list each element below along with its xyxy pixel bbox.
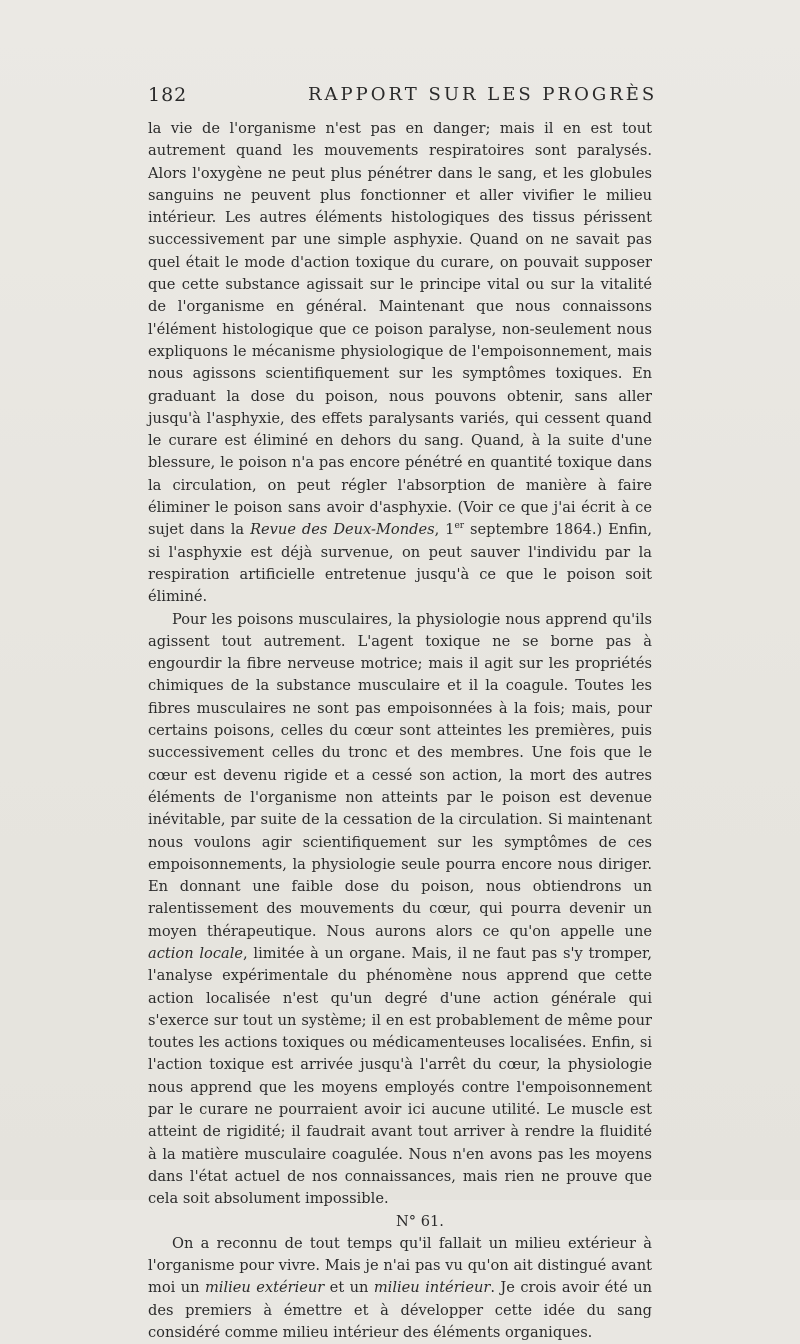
section-number: N° 61. (396, 1212, 444, 1230)
journal-title: Revue des Deux-Mondes (250, 521, 435, 539)
page-number: 182 (148, 84, 188, 106)
page-header (148, 84, 658, 110)
emphasis-milieu-interieur: milieu intérieur (373, 1279, 491, 1297)
paragraph-muscle-poisons: Pour les poisons musculaires, la physiologie nous apprend qu'ils agissent tout autrement. L'agent toxique ne se borne pas à engourdir la fibre nerveuse motrice; mais il agit sur les propriétés chimiques de la substance musculaire et il la coagule. Toutes les fibres musculaires ne sont pas empoisonnées à la fois; mais, pour certains poisons, celles du cœur sont atteintes les premières, puis successivement celles du tronc et des membres. Une fois que le cœur est devenu rigide et a cessé son action, la mort des autres éléments de l'organisme non atteints par le poison est devenue inévitable, par suite de la cessation de la circulation. Si maintenant nous voulons agir scientifiquement sur les symptômes de ces empoisonnements, la physiologie seule pourra encore nous diriger. En donnant une faible dose du poison, nous obtiendrons un ralentissement des mouvements du cœur, qui pourra devenir un moyen thérapeutique. Nous aurons alors ce qu'on appelle une action locale, limitée à un organe. Mais, il ne faut pas s'y tromper, l'analyse expérimentale du phénomène nous apprend que cette action localisée n'est qu'un degré d'une action générale qui s'exerce sur tout un système; il en est probablement de même pour toutes les actions toxiques ou médicamenteuses localisées. Enfin, si l'action toxique est arrivée jusqu'à l'arrêt du cœur, la physiologie nous apprend que les moyens employés contre l'empoisonnement par le curare ne pourraient avoir ici aucune utilité. Le muscle est atteint de rigidité; il faudrait avant tout arriver à rendre la fluidité à la matière musculaire coagulée. Nous n'en avons pas les moyens dans l'état actuel de nos connaissances, mais rien ne prouve que cela soit absolument impossible. (148, 610, 652, 1208)
page-body (148, 118, 652, 1344)
running-title: RAPPORT SUR LES PROGRÈS (308, 84, 658, 105)
paragraph-milieu-interieur: On a reconnu de tout temps qu'il fallait un milieu extérieur à l'organisme pour vivre. Mais je n'ai pas vu qu'on ait distingué avant moi un milieu extérieur et un milieu intérieur. Je crois avoir été un des premiers à émettre et à développer cette idée du sang considéré comme milieu intérieur des éléments organiques. (148, 1234, 652, 1342)
emphasis-action-locale: action locale (148, 944, 243, 962)
emphasis-milieu-exterieur: milieu extérieur (204, 1279, 325, 1297)
paragraph-curare: la vie de l'organisme n'est pas en danger; mais il en est tout autrement quand les mouvements respiratoires sont paralysés. Alors l'oxygène ne peut plus pénétrer dans le sang, et les globules sanguins ne peuvent plus fonctionner et aller vivifier le milieu intérieur. Les autres éléments histologiques des tissus périssent successivement par une simple asphyxie. Quand on ne savait pas quel était le mode d'action toxique du curare, on pouvait supposer que cette substance agissait sur le principe vital ou sur la vitalité de l'organisme en général. Maintenant que nous connaissons l'élément histologique que ce poison paralyse, non-seulement nous expliquons le mécanisme physiologique de l'empoisonnement, mais nous agissons scientifiquement sur les symptômes toxiques. En graduant la dose du poison, nous pouvons obtenir, sans aller jusqu'à l'asphyxie, des effets paralysants variés, qui cessent quand le curare est éliminé en dehors du sang. Quand, à la suite d'une blessure, le poison n'a pas encore pénétré en quantité toxique dans la circulation, on peut régler l'absorption de manière à faire éliminer le poison sans avoir d'asphyxie. (Voir ce que j'ai écrit à ce sujet dans la Revue des Deux-Mondes, 1er septembre 1864.) Enfin, si l'asphyxie est déjà survenue, on peut sauver l'individu par la respiration artificielle entretenue jusqu'à ce que le poison soit éliminé. (148, 120, 652, 606)
